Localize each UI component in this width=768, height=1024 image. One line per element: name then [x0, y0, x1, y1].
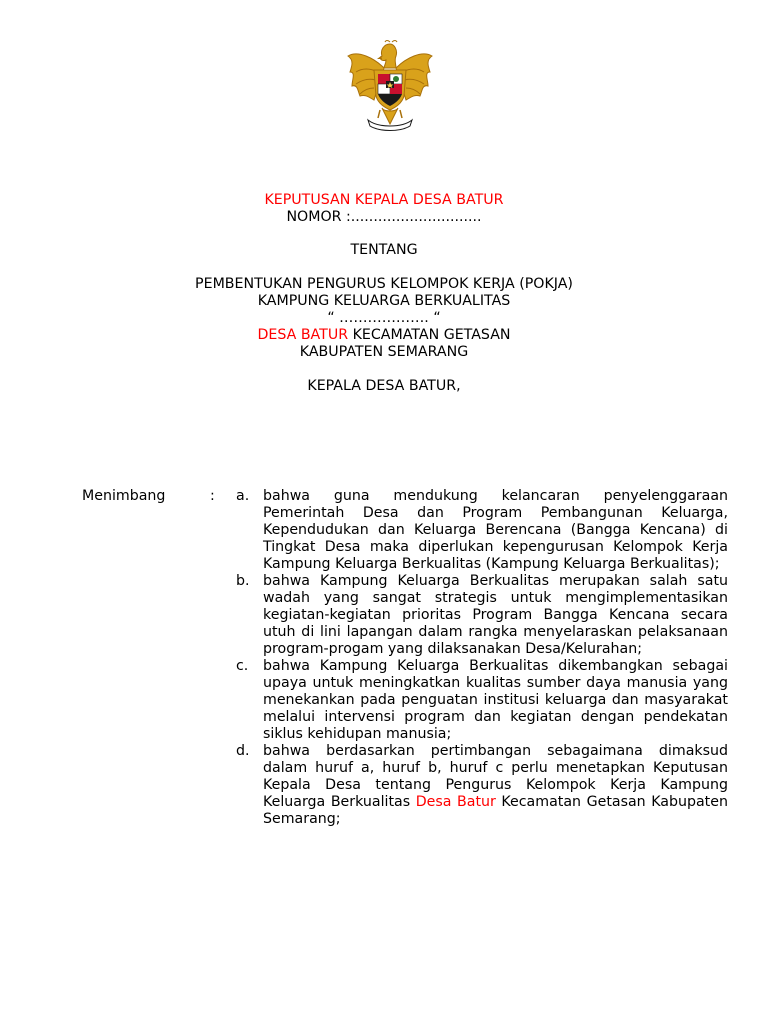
subject-line-2: KAMPUNG KELUARGA BERKUALITAS: [257, 293, 511, 309]
location-district: KECAMATAN GETASAN: [348, 327, 511, 343]
location-village: DESA BATUR: [257, 327, 349, 343]
list-marker: d.: [236, 743, 250, 759]
list-item-text-end: Kecamatan Getasan Kabupaten Semarang;: [263, 794, 728, 827]
list-item-text: bahwa guna mendukung kelancaran penyelenggaraan Pemerintah Desa dan Program Pembangunan Keluarga, Kependudukan dan Keluarga Berencana (Bangga Kencana) di Tingkat Desa maka diperlukan kepengurusan Kelompok Kerja Kampung Keluarga Berkualitas (Kampung Keluarga Berkualitas);: [263, 488, 728, 572]
menimbang-label: Menimbang: [82, 488, 166, 504]
location-line-1: [0, 327, 768, 344]
list-item-text: bahwa Kampung Keluarga Berkualitas dikembangkan sebagai upaya untuk meningkatkan kualitas sumber daya manusia yang menekankan pada penguatan institusi keluarga dan masyarakat melalui intervensi program dan kegiatan dengan pendekatan siklus kehidupan manusia;: [263, 658, 728, 742]
list-item: [236, 658, 728, 743]
tentang-heading: TENTANG: [350, 242, 418, 258]
subject-line-3: “ ………………. “: [327, 310, 441, 326]
list-item: [236, 573, 728, 658]
location-line-2: KABUPATEN SEMARANG: [299, 344, 469, 360]
list-item: [236, 743, 728, 828]
garuda-emblem-icon: [344, 38, 436, 134]
list-marker: b.: [236, 573, 250, 589]
menimbang-colon: :: [210, 488, 215, 504]
authority-heading: KEPALA DESA BATUR,: [307, 378, 461, 394]
decree-title: [0, 192, 768, 209]
list-item-text: [263, 743, 728, 828]
menimbang-list: [236, 488, 728, 828]
list-marker: c.: [236, 658, 249, 674]
village-name-highlight: Desa Batur: [415, 794, 496, 810]
list-item-text: bahwa Kampung Keluarga Berkualitas merupakan salah satu wadah yang sangat strategis untuk mengimplementasikan kegiatan-kegiatan prioritas Program Bangga Kencana secara utuh di lini lapangan dalam rangka menyelaraskan pelaksanaan program-progam yang dilaksanakan Desa/Kelurahan;: [263, 573, 728, 657]
list-marker: a.: [236, 488, 250, 504]
list-item-text-start: bahwa berdasarkan pertimbangan sebagaimana dimaksud dalam huruf a, huruf b, huruf c perlu menetapkan Keputusan Kepala Desa tentang Pengurus Kelompok Kerja Kampung Keluarga Berkualitas: [263, 743, 728, 810]
decree-number: NOMOR :.............................: [286, 209, 482, 225]
decree-title-text: KEPUTUSAN KEPALA DESA BATUR: [264, 192, 504, 208]
list-item: [236, 488, 728, 573]
subject-line-1: PEMBENTUKAN PENGURUS KELOMPOK KERJA (POKJA): [195, 276, 573, 292]
